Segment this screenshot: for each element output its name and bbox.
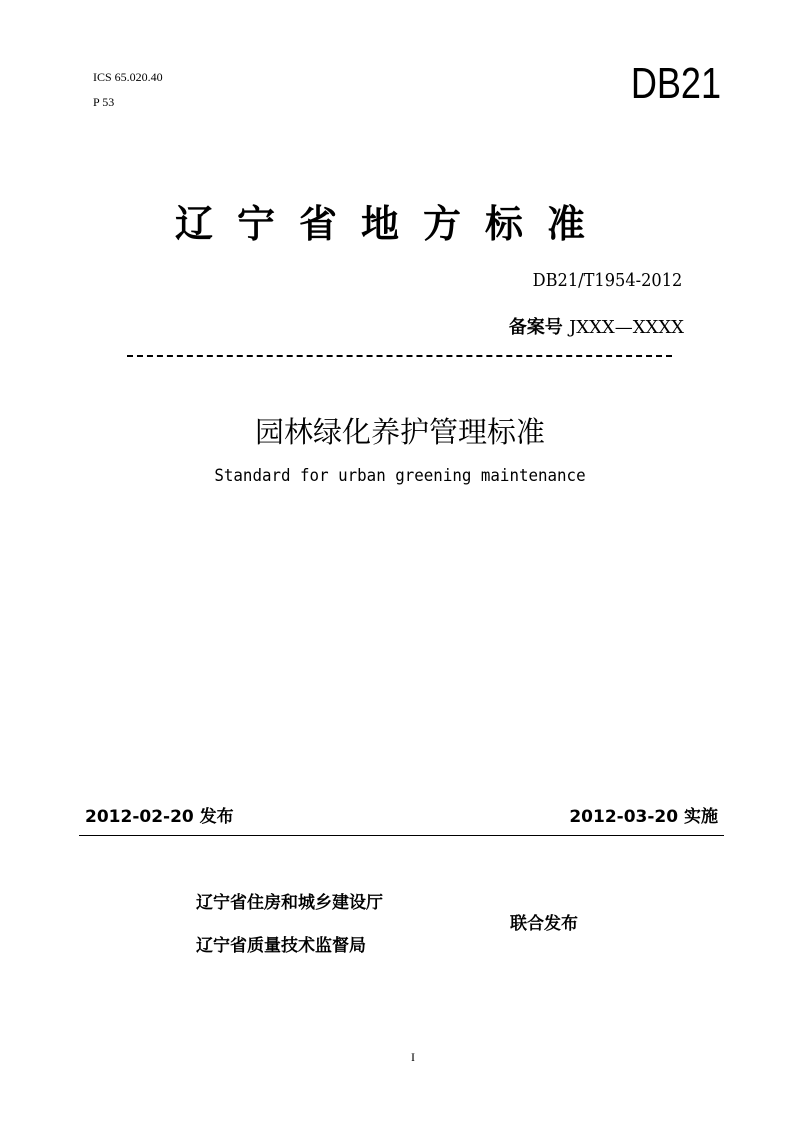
record-label: 备案号 xyxy=(508,317,563,338)
dashed-divider xyxy=(127,355,672,357)
page-number: I xyxy=(411,1050,415,1064)
db-mark: DB21 xyxy=(630,59,721,108)
document-title-en: Standard for urban greening maintenance xyxy=(214,466,586,486)
ics-code: ICS 65.020.40 xyxy=(93,70,163,84)
joint-issue-label: 联合发布 xyxy=(510,914,578,934)
solid-divider xyxy=(79,835,724,836)
issuer-housing-department: 辽宁省住房和城乡建设厅 xyxy=(196,893,383,913)
record-number xyxy=(509,313,684,339)
main-title: 辽宁省地方标准 xyxy=(174,202,609,246)
record-code: JXXX—XXXX xyxy=(569,317,684,338)
standard-number: DB21/T1954-2012 xyxy=(532,270,682,291)
issue-date: 2012-02-20 发布 xyxy=(85,807,234,827)
implementation-date: 2012-03-20 实施 xyxy=(569,807,718,827)
document-title-cn: 园林绿化养护管理标准 xyxy=(254,415,545,449)
p-code: P 53 xyxy=(93,95,115,109)
issuer-quality-bureau: 辽宁省质量技术监督局 xyxy=(196,936,366,956)
